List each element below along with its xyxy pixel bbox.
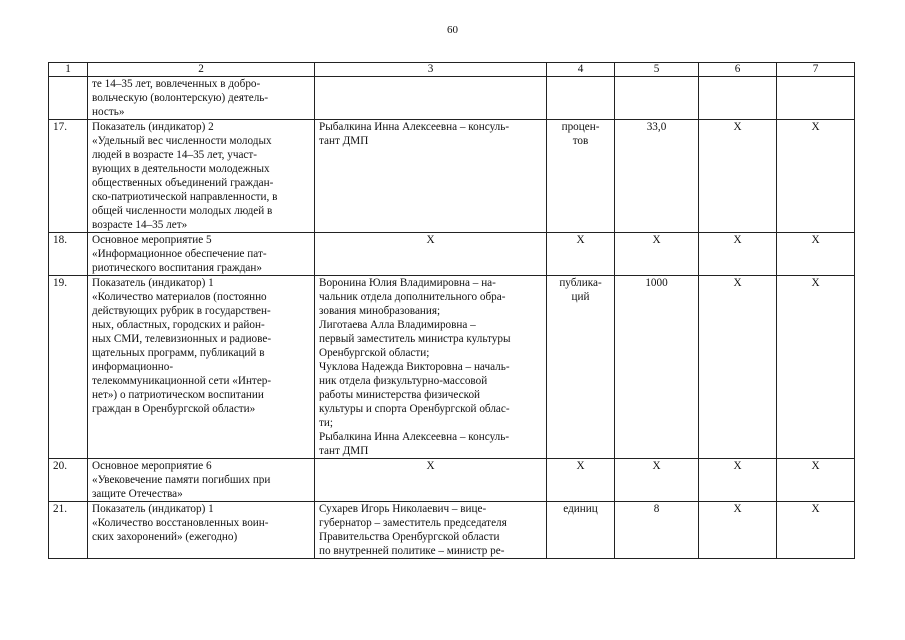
col7-cell: X [777,276,855,459]
unit-cell: процен- тов [547,120,615,233]
column-header-7: 7 [777,63,855,77]
unit-cell [547,77,615,120]
table-row [49,276,855,459]
col7-cell: X [777,459,855,502]
responsible-cell: Сухарев Игорь Николаевич – вице- губернатор – заместитель председателя Правительства Оренбургской области по внутренней политике – министр ре- [315,502,547,559]
unit-cell: публика- ций [547,276,615,459]
col7-cell [777,77,855,120]
responsible-cell: X [315,459,547,502]
responsible-cell [315,77,547,120]
table-header [49,63,855,77]
indicator-cell: Показатель (индикатор) 1 «Количество восстановленных воин- ских захоронений» (ежегодно) [88,502,315,559]
value-cell: X [615,233,699,276]
indicator-cell: Основное мероприятие 6 «Увековечение памяти погибших при защите Отечества» [88,459,315,502]
col7-cell: X [777,233,855,276]
col6-cell: X [699,502,777,559]
indicator-cell: Основное мероприятие 5 «Информационное обеспечение пат- риотического воспитания граждан» [88,233,315,276]
row-number: 18. [49,233,88,276]
row-number: 21. [49,502,88,559]
table-row [49,459,855,502]
row-number [49,77,88,120]
header-row [49,63,855,77]
value-cell: 33,0 [615,120,699,233]
indicator-cell: Показатель (индикатор) 2 «Удельный вес численности молодых людей в возрасте 14–35 лет, участ- вующих в деятельности молодежных общественных объединений граждан- ско-патриотической направленности, в общей численности молодых людей в возрасте 14–35 лет» [88,120,315,233]
col7-cell: X [777,120,855,233]
table-row [49,502,855,559]
col6-cell: X [699,459,777,502]
indicators-table [48,62,855,559]
page-number: 60 [447,24,458,36]
responsible-cell: Рыбалкина Инна Алексеевна – консуль- тант ДМП [315,120,547,233]
value-cell [615,77,699,120]
unit-cell: X [547,459,615,502]
responsible-cell: X [315,233,547,276]
col6-cell: X [699,120,777,233]
column-header-1: 1 [49,63,88,77]
column-header-2: 2 [88,63,315,77]
indicator-cell: те 14–35 лет, вовлеченных в добро- вольческую (волонтерскую) деятель- ность» [88,77,315,120]
responsible-cell: Воронина Юлия Владимировна – на- чальник отдела дополнительного обра- зования минобразования; Лиготаева Алла Владимировна – первый заместитель министра культуры Оренбургской области; Чуклова Надежда Викторовна – началь- ник отдела физкультурно-массовой работы министерства физической культуры и спорта Оренбургской облас- ти; Рыбалкина Инна Алексеевна – консуль- тант ДМП [315,276,547,459]
col6-cell: X [699,233,777,276]
indicator-cell: Показатель (индикатор) 1 «Количество материалов (постоянно действующих рубрик в государствен- ных, областных, городских и район- ных СМИ, телевизионных и радиове- щательных программ, публикаций в информационно- телекоммуникационной сети «Интер- нет») о патриотическом воспитании граждан в Оренбургской области» [88,276,315,459]
unit-cell: X [547,233,615,276]
row-number: 20. [49,459,88,502]
unit-cell: единиц [547,502,615,559]
row-number: 19. [49,276,88,459]
col6-cell [699,77,777,120]
table-body [49,77,855,559]
table-row [49,233,855,276]
column-header-3: 3 [315,63,547,77]
column-header-6: 6 [699,63,777,77]
row-number: 17. [49,120,88,233]
value-cell: 1000 [615,276,699,459]
col6-cell: X [699,276,777,459]
value-cell: X [615,459,699,502]
value-cell: 8 [615,502,699,559]
column-header-5: 5 [615,63,699,77]
table-row [49,120,855,233]
table-row [49,77,855,120]
column-header-4: 4 [547,63,615,77]
col7-cell: X [777,502,855,559]
